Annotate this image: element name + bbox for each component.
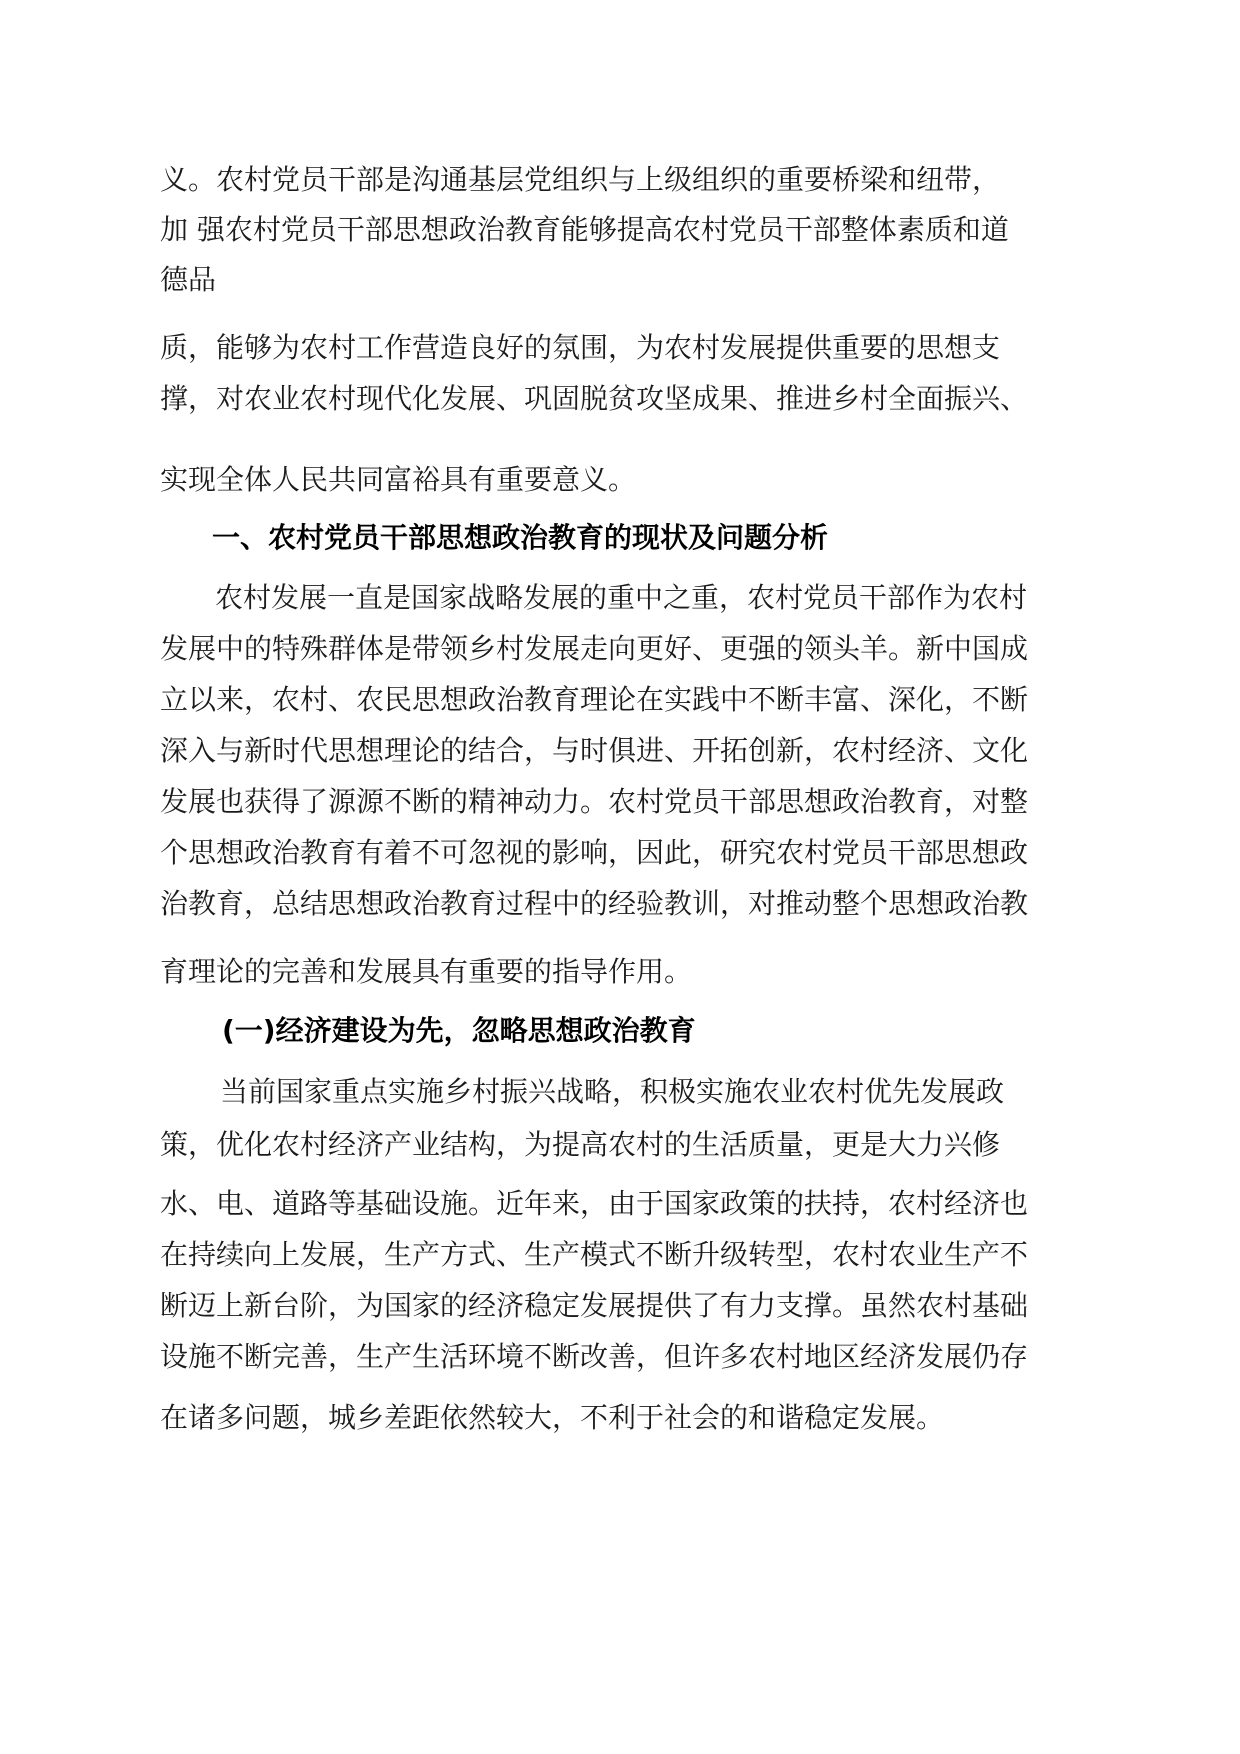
paragraph-line: 实现全体人民共同富裕具有重要意义。 <box>160 463 637 496</box>
paragraph-line: 设施不断完善，生产生活环境不断改善，但许多农村地区经济发展仍存 <box>160 1340 1029 1373</box>
paragraph-line: 深入与新时代思想理论的结合，与时俱进、开拓创新，农村经济、文化 <box>160 734 1029 767</box>
paragraph-line: 当前国家重点实施乡村振兴战略，积极实施农业农村优先发展政 <box>220 1075 1005 1108</box>
paragraph-line: 立以来，农村、农民思想政治教育理论在实践中不断丰富、深化，不断 <box>160 683 1029 716</box>
paragraph-line: 加 强农村党员干部思想政治教育能够提高农村党员干部整体素质和道 <box>160 213 1009 246</box>
paragraph-line: 撑，对农业农村现代化发展、巩固脱贫攻坚成果、推进乡村全面振兴、 <box>160 382 1029 415</box>
paragraph-line: 义。农村党员干部是沟通基层党组织与上级组织的重要桥梁和纽带， <box>160 163 1001 196</box>
paragraph-line: 发展中的特殊群体是带领乡村发展走向更好、更强的领头羊。新中国成 <box>160 632 1029 665</box>
paragraph-line: 治教育，总结思想政治教育过程中的经验教训，对推动整个思想政治教 <box>160 887 1029 920</box>
paragraph-line: 质，能够为农村工作营造良好的氛围，为农村发展提供重要的思想支 <box>160 331 1001 364</box>
paragraph-line: 个思想政治教育有着不可忽视的影响，因此，研究农村党员干部思想政 <box>160 836 1029 869</box>
paragraph-line: 断迈上新台阶，为国家的经济稳定发展提供了有力支撑。虽然农村基础 <box>160 1289 1029 1322</box>
paragraph-line: 农村发展一直是国家战略发展的重中之重，农村党员干部作为农村 <box>215 581 1028 614</box>
paragraph-line: 水、电、道路等基础设施。近年来，由于国家政策的扶持，农村经济也 <box>160 1187 1029 1220</box>
paragraph-line: 在持续向上发展，生产方式、生产模式不断升级转型，农村农业生产不 <box>160 1238 1029 1271</box>
paragraph-line: 发展也获得了源源不断的精神动力。农村党员干部思想政治教育，对整 <box>160 785 1029 818</box>
section-heading: 一、农村党员干部思想政治教育的现状及问题分析 <box>212 521 829 554</box>
paragraph-line: 育理论的完善和发展具有重要的指导作用。 <box>160 955 693 988</box>
paragraph-line: 德品 <box>160 263 217 296</box>
paragraph-line: 策，优化农村经济产业结构，为提高农村的生活质量，更是大力兴修 <box>160 1128 1001 1161</box>
paragraph-line: 在诸多问题，城乡差距依然较大，不利于社会的和谐稳定发展。 <box>160 1401 945 1434</box>
subsection-heading: (一)经济建设为先，忽略思想政治教育 <box>222 1014 696 1047</box>
